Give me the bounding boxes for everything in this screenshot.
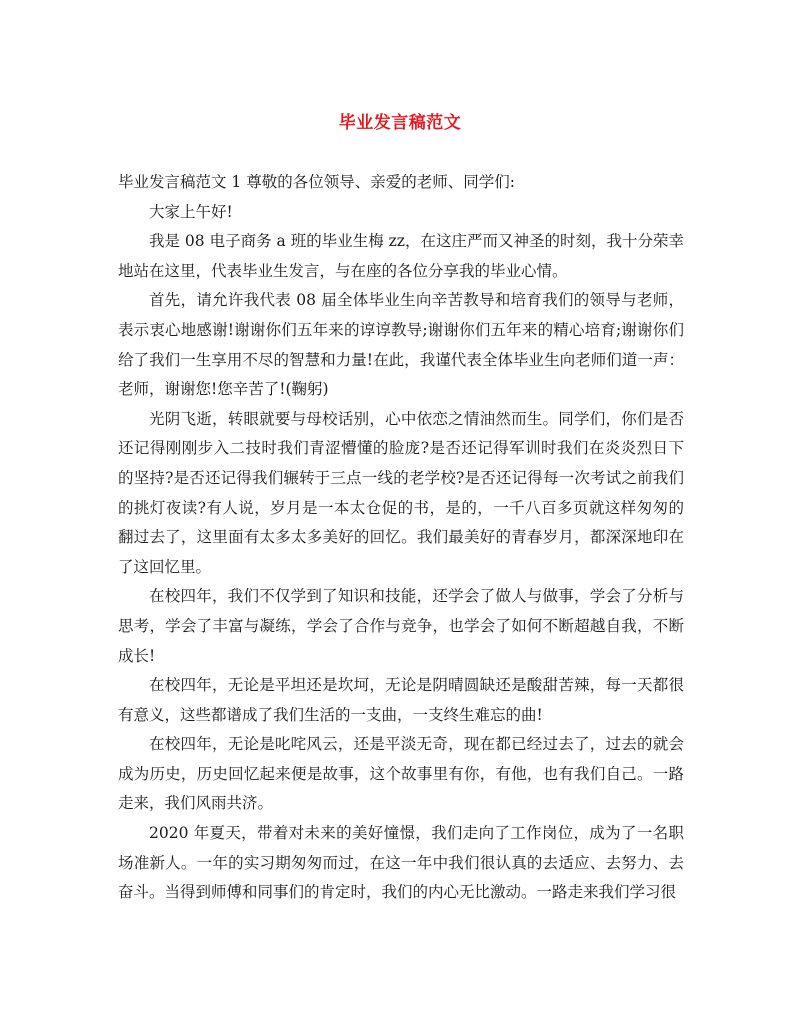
paragraph-four-years-learning: 在校四年，我们不仅学到了知识和技能，还学会了做人与做事，学会了分析与思考，学会了丰富与凝练，学会了合作与竞争，也学会了如何不断超越自我，不断成长! bbox=[118, 587, 684, 665]
paragraph-salutation: 毕业发言稿范文 1 尊敬的各位领导、亲爱的老师、同学们: bbox=[118, 173, 515, 191]
paragraph-introduction: 我是 08 电子商务 a 班的毕业生梅 zz，在这庄严而又神圣的时刻，我十分荣幸地站在这里，代表毕业生发言，与在座的各位分享我的毕业心情。 bbox=[118, 232, 684, 280]
paragraph-internship: 2020 年夏天，带着对未来的美好憧憬，我们走向了工作岗位，成为了一名职场准新人。一年的实习期匆匆而过，在这一年中我们很认真的去适应、去努力、去奋斗。当得到师傅和同事们的肯定时，我们的内心无比激动。一路走来我们学习很 bbox=[118, 824, 684, 902]
document-body bbox=[118, 168, 684, 908]
paragraph-greeting: 大家上午好! bbox=[149, 202, 233, 221]
paragraph-four-years-meaning: 在校四年，无论是平坦还是坎坷，无论是阴晴圆缺还是酸甜苦辣，每一天都很有意义，这些都谱成了我们生活的一支曲，一支终生难忘的曲! bbox=[118, 676, 684, 724]
paragraph-thanks: 首先，请允许我代表 08 届全体毕业生向辛苦教导和培育我们的领导与老师，表示衷心地感谢!谢谢你们五年来的谆谆教导;谢谢你们五年来的精心培育;谢谢你们给了我们一生享用不尽的智慧和力量!在此，我谨代表全体毕业生向老师们道一声：老师，谢谢您!您辛苦了!(鞠躬) bbox=[118, 291, 684, 399]
document-title: 毕业发言稿范文 bbox=[338, 113, 462, 133]
paragraph-four-years-history: 在校四年，无论是叱咤风云，还是平淡无奇，现在都已经过去了，过去的就会成为历史，历史回忆起来便是故事，这个故事里有你，有他，也有我们自己。一路走来，我们风雨共济。 bbox=[118, 735, 684, 813]
paragraph-memories: 光阴飞逝，转眼就要与母校话别，心中依恋之情油然而生。同学们，你们是否还记得刚刚步入二技时我们青涩懵懂的脸庞?是否还记得军训时我们在炎炎烈日下的坚持?是否还记得我们辗转于三点一线的老学校?是否还记得每一次考试之前我们的挑灯夜读?有人说，岁月是一本太仓促的书，是的，一千八百多页就这样匆匆的翻过去了，这里面有太多太多美好的回忆。我们最美好的青春岁月，都深深地印在了这回忆里。 bbox=[118, 409, 684, 576]
